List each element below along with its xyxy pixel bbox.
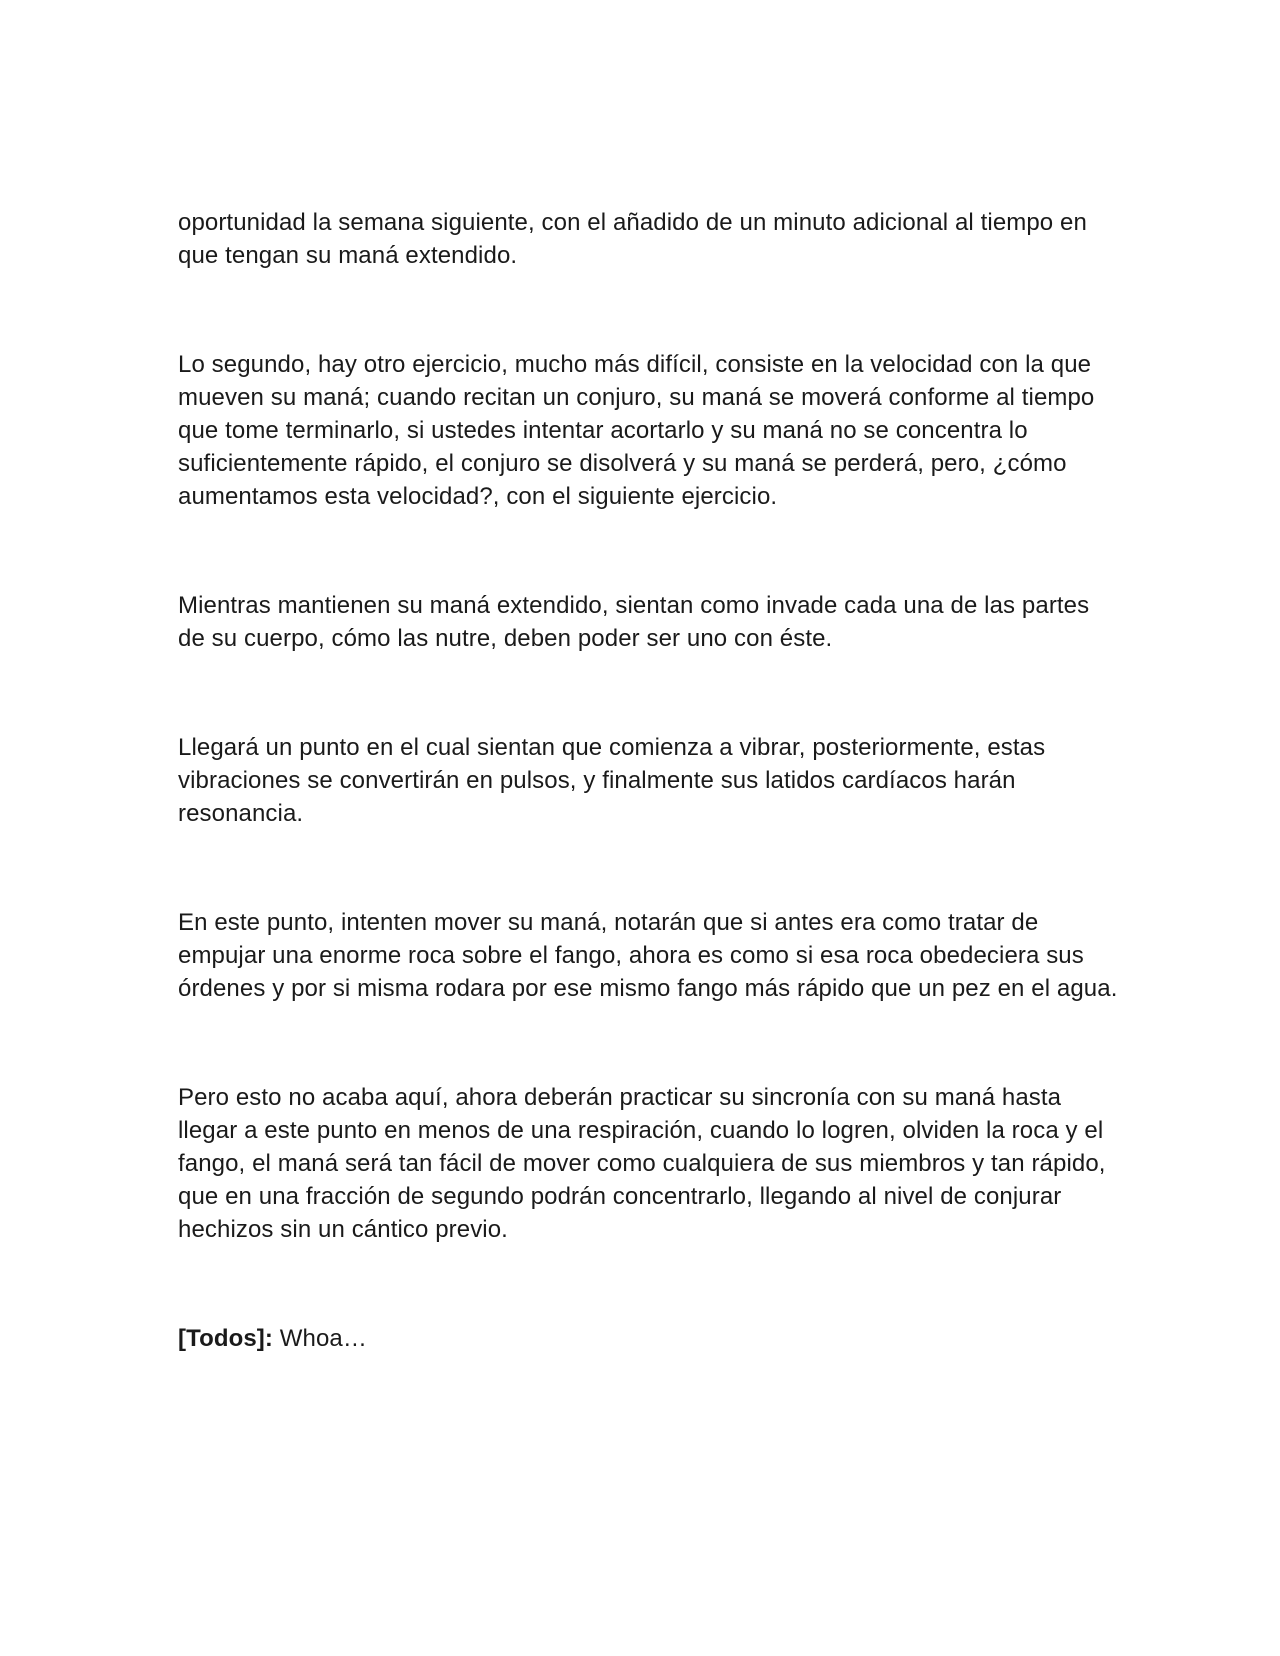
dialogue-speaker: [Todos]: bbox=[178, 1325, 273, 1352]
paragraph-6: Pero esto no acaba aquí, ahora deberán practicar su sincronía con su maná hasta llegar a este punto en menos de una respiración, cuando lo logren, olviden la roca y el fango, el maná será tan fácil de mover como cualquiera de sus miembros y tan rápido, que en una fracción de segundo podrán concentrarlo, llegando al nivel de conjurar hechizos sin un cántico previo. bbox=[178, 1084, 1106, 1243]
paragraph-2: Lo segundo, hay otro ejercicio, mucho más difícil, consiste en la velocidad con la que mueven su maná; cuando recitan un conjuro, su maná se moverá conforme al tiempo que tome terminarlo, si ustedes intentar acortarlo y su maná no se concentra lo suficientemente rápido, el conjuro se disolverá y su maná se perderá, pero, ¿cómo aumentamos esta velocidad?, con el siguiente ejercicio. bbox=[178, 351, 1095, 510]
paragraph-4: Llegará un punto en el cual sientan que comienza a vibrar, posteriormente, estas vibraciones se convertirán en pulsos, y finalmente sus latidos cardíacos harán resonancia. bbox=[178, 734, 1046, 827]
paragraph-1: oportunidad la semana siguiente, con el añadido de un minuto adicional al tiempo en que tengan su maná extendido. bbox=[178, 209, 1087, 269]
dialogue-line bbox=[178, 1322, 1118, 1355]
dialogue-text: Whoa… bbox=[272, 1325, 367, 1352]
paragraph-5: En este punto, intenten mover su maná, notarán que si antes era como tratar de empujar una enorme roca sobre el fango, ahora es como si esa roca obedeciera sus órdenes y por si misma rodara por ese mismo fango más rápido que un pez en el agua. bbox=[178, 909, 1118, 1002]
paragraph-3: Mientras mantienen su maná extendido, sientan como invade cada una de las partes de su cuerpo, cómo las nutre, deben poder ser uno con éste. bbox=[178, 592, 1090, 652]
document-body bbox=[178, 206, 1118, 1355]
